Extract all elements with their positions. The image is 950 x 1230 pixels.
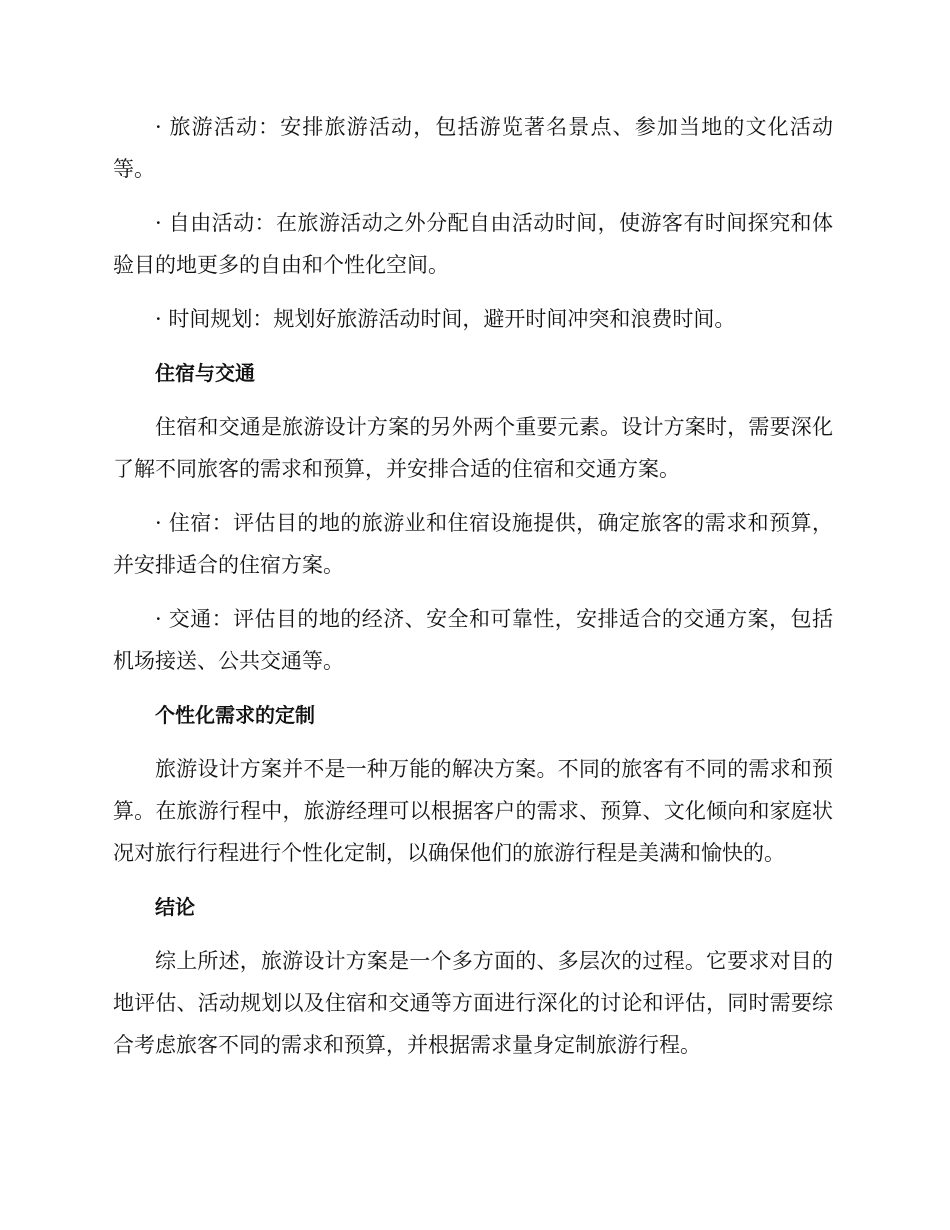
document-body — [113, 106, 833, 1078]
section-heading-accommodation-transport: 住宿与交通 — [155, 361, 255, 385]
bullet-accommodation: · 住宿：评估目的地的旅游业和住宿设施提供，确定旅客的需求和预算，并安排适合的住宿方案。 — [113, 511, 833, 577]
section-heading-conclusion: 结论 — [155, 895, 195, 919]
bullet-time-planning: · 时间规划：规划好旅游活动时间，避开时间冲突和浪费时间。 — [155, 307, 736, 331]
bullet-tourism-activities: · 旅游活动：安排旅游活动，包括游览著名景点、参加当地的文化活动等。 — [113, 115, 833, 181]
paragraph-accommodation-transport: 住宿和交通是旅游设计方案的另外两个重要元素。设计方案时，需要深化了解不同旅客的需求和预算，并安排合适的住宿和交通方案。 — [113, 415, 833, 481]
paragraph-customization: 旅游设计方案并不是一种万能的解决方案。不同的旅客有不同的需求和预算。在旅游行程中，旅游经理可以根据客户的需求、预算、文化倾向和家庭状况对旅行行程进行个性化定制，以确保他们的旅游行程是美满和愉快的。 — [113, 757, 833, 865]
bullet-transport: · 交通：评估目的地的经济、安全和可靠性，安排适合的交通方案，包括机场接送、公共交通等。 — [113, 607, 833, 673]
bullet-free-activities: · 自由活动：在旅游活动之外分配自由活动时间，使游客有时间探究和体验目的地更多的自由和个性化空间。 — [113, 211, 833, 277]
paragraph-conclusion: 综上所述，旅游设计方案是一个多方面的、多层次的过程。它要求对目的地评估、活动规划以及住宿和交通等方面进行深化的讨论和评估，同时需要综合考虑旅客不同的需求和预算，并根据需求量身定制旅游行程。 — [113, 949, 833, 1057]
section-heading-customization: 个性化需求的定制 — [155, 703, 315, 727]
